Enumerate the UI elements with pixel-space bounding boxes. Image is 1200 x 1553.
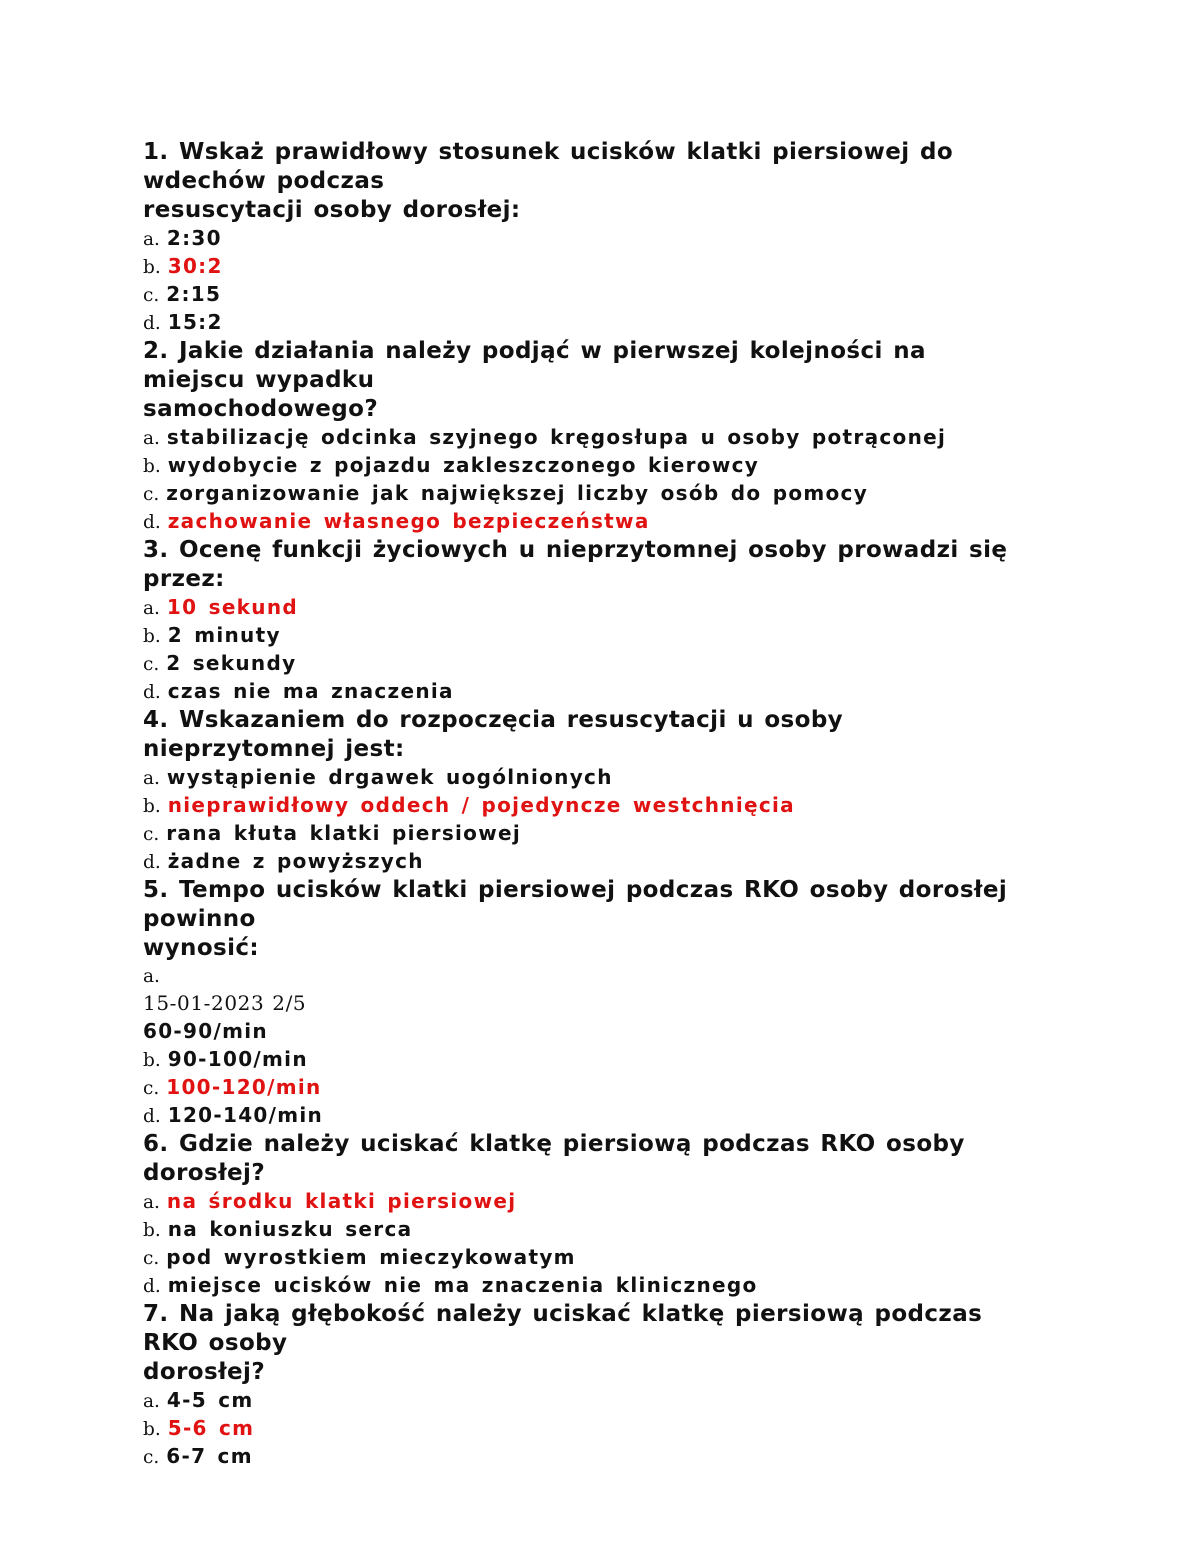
answer-row xyxy=(143,1415,1080,1443)
answer-letter: b. xyxy=(143,626,161,647)
answer-letter: c. xyxy=(143,824,160,845)
question-block xyxy=(143,876,1080,1130)
answer-letter: a. xyxy=(143,229,160,250)
question-heading-line: 3. Ocenę funkcji życiowych u nieprzytomnej osoby prowadzi się xyxy=(143,537,1008,563)
answer-row xyxy=(143,1018,1080,1046)
answer-letter: c. xyxy=(143,1248,160,1269)
answer-text: miejsce ucisków nie ma znaczenia klinicznego xyxy=(167,1273,758,1297)
answer-letter: c. xyxy=(143,1447,160,1468)
answer-row xyxy=(143,253,1080,281)
question-heading-line: 4. Wskazaniem do rozpoczęcia resuscytacji u osoby xyxy=(143,707,844,733)
answer-letter: b. xyxy=(143,1419,161,1440)
answer-text: stabilizację odcinka szyjnego kręgosłupa u osoby potrąconej xyxy=(166,425,947,449)
answer-text: 15:2 xyxy=(167,310,223,334)
question-heading-line: miejscu wypadku xyxy=(143,367,375,393)
answer-text: czas nie ma znaczenia xyxy=(167,679,454,703)
answer-text-correct: zachowanie własnego bezpieczeństwa xyxy=(167,509,650,533)
question-block xyxy=(143,138,1080,337)
answer-row xyxy=(143,1188,1080,1216)
answer-row xyxy=(143,764,1080,792)
answer-letter: b. xyxy=(143,1050,161,1071)
answer-text: 2 minuty xyxy=(167,623,281,647)
answer-row xyxy=(143,622,1080,650)
answer-letter: b. xyxy=(143,796,161,817)
answer-text: żadne z powyższych xyxy=(167,849,424,873)
question-block xyxy=(143,536,1080,706)
answer-text: zorganizowanie jak największej liczby osób do pomocy xyxy=(166,481,869,505)
answer-row xyxy=(143,820,1080,848)
question-heading-line: 5. Tempo ucisków klatki piersiowej podczas RKO osoby dorosłej xyxy=(143,877,1008,903)
question-block xyxy=(143,1130,1080,1300)
question-heading-line: przez: xyxy=(143,566,225,592)
answer-row xyxy=(143,1244,1080,1272)
question-block xyxy=(143,1300,1080,1471)
answer-text: 120-140/min xyxy=(167,1103,324,1127)
answer-letter: b. xyxy=(143,1220,161,1241)
page-footer-artifact-row xyxy=(143,990,1080,1018)
answer-text: 6-7 cm xyxy=(166,1444,253,1468)
answer-letter: c. xyxy=(143,285,160,306)
answer-text-correct: 30:2 xyxy=(167,254,223,278)
answer-text: na koniuszku serca xyxy=(167,1217,413,1241)
answer-row xyxy=(143,1102,1080,1130)
answer-row xyxy=(143,309,1080,337)
question-block xyxy=(143,706,1080,876)
answer-letter: d. xyxy=(143,512,161,533)
answer-row xyxy=(143,1216,1080,1244)
answer-row xyxy=(143,480,1080,508)
answer-letter: b. xyxy=(143,456,161,477)
question-heading-line: dorosłej? xyxy=(143,1359,266,1385)
question-heading-line: wdechów podczas xyxy=(143,168,385,194)
answer-row xyxy=(143,508,1080,536)
answer-row xyxy=(143,792,1080,820)
answer-row xyxy=(143,424,1080,452)
question-heading-line: wynosić: xyxy=(143,935,260,961)
answer-row xyxy=(143,1443,1080,1471)
answer-text: wystąpienie drgawek uogólnionych xyxy=(166,765,613,789)
answer-letter: d. xyxy=(143,1276,161,1297)
answer-row xyxy=(143,281,1080,309)
answer-text: 90-100/min xyxy=(167,1047,308,1071)
answer-letter: c. xyxy=(143,1078,160,1099)
answer-letter: d. xyxy=(143,852,161,873)
answer-letter: a. xyxy=(143,598,160,619)
answer-letter: a. xyxy=(143,1192,160,1213)
answer-text: 2 sekundy xyxy=(166,651,297,675)
answer-row xyxy=(143,650,1080,678)
answer-letter: a. xyxy=(143,428,160,449)
answer-text: rana kłuta klatki piersiowej xyxy=(166,821,522,845)
answer-letter: c. xyxy=(143,484,160,505)
answer-row xyxy=(143,1074,1080,1102)
question-heading-line: nieprzytomnej jest: xyxy=(143,736,405,762)
answer-letter: c. xyxy=(143,654,160,675)
answer-text-correct: 5-6 cm xyxy=(167,1416,255,1440)
page-footer-artifact: 15-01-2023 2/5 xyxy=(143,991,307,1015)
answer-letter: a. xyxy=(143,1391,160,1412)
answer-row xyxy=(143,594,1080,622)
answer-text-correct: 100-120/min xyxy=(166,1075,322,1099)
question-heading-line: RKO osoby xyxy=(143,1330,288,1356)
answer-row xyxy=(143,1046,1080,1074)
question-heading-line: powinno xyxy=(143,906,256,932)
answer-row xyxy=(143,452,1080,480)
answer-text-correct: na środku klatki piersiowej xyxy=(166,1189,517,1213)
answer-letter: d. xyxy=(143,1106,161,1127)
answer-row xyxy=(143,1387,1080,1415)
answer-text: wydobycie z pojazdu zakleszczonego kierowcy xyxy=(167,453,760,477)
answer-row xyxy=(143,1272,1080,1300)
question-heading-line: resuscytacji osoby dorosłej: xyxy=(143,197,521,223)
answer-row xyxy=(143,963,1080,990)
question-heading-line: samochodowego? xyxy=(143,396,379,422)
answer-text-correct: 10 sekund xyxy=(166,595,298,619)
answer-text-correct: nieprawidłowy oddech / pojedyncze westchnięcia xyxy=(167,793,795,817)
question-heading-line: 2. Jakie działania należy podjąć w pierwszej kolejności na xyxy=(143,338,926,364)
answer-letter: d. xyxy=(143,682,161,703)
answer-row xyxy=(143,678,1080,706)
question-heading-line: dorosłej? xyxy=(143,1160,266,1186)
answer-row xyxy=(143,848,1080,876)
answer-letter: a. xyxy=(143,966,160,987)
question-heading-line: 6. Gdzie należy uciskać klatkę piersiową podczas RKO osoby xyxy=(143,1131,965,1157)
answer-text: 4-5 cm xyxy=(166,1388,254,1412)
question-block xyxy=(143,337,1080,536)
answer-row xyxy=(143,225,1080,253)
answer-text: 2:30 xyxy=(166,226,222,250)
answer-letter: a. xyxy=(143,768,160,789)
question-heading-line: 7. Na jaką głębokość należy uciskać klatkę piersiową podczas xyxy=(143,1301,983,1327)
answer-text: 60-90/min xyxy=(143,1019,268,1043)
answer-text: 2:15 xyxy=(166,282,222,306)
answer-letter: d. xyxy=(143,313,161,334)
answer-letter: b. xyxy=(143,257,161,278)
question-heading-line: 1. Wskaż prawidłowy stosunek ucisków klatki piersiowej do xyxy=(143,139,954,165)
answer-text: pod wyrostkiem mieczykowatym xyxy=(166,1245,576,1269)
